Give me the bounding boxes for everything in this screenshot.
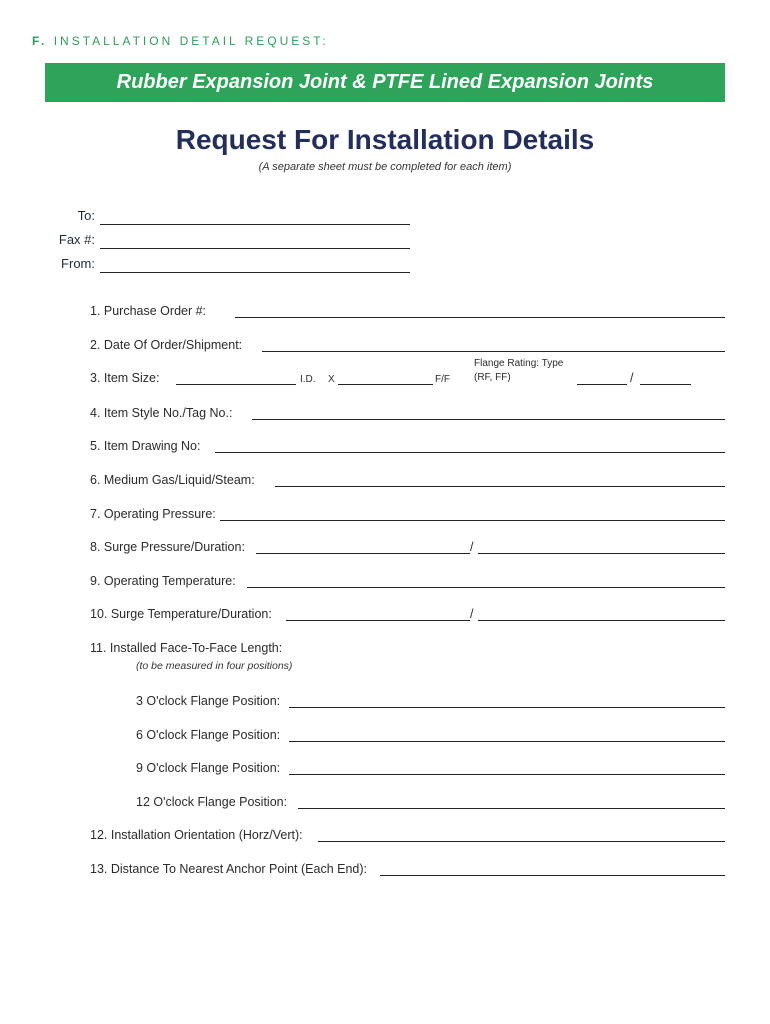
surge-duration-field[interactable] (478, 552, 725, 554)
purchase-order-field[interactable] (235, 316, 725, 318)
orientation-field[interactable] (318, 840, 725, 842)
to-row (0, 208, 770, 228)
operating-temperature-row (90, 570, 725, 592)
item-drawing-field[interactable] (215, 451, 725, 453)
section-title: INSTALLATION DETAIL REQUEST: (53, 34, 329, 48)
surge-temperature-slash: / (470, 607, 474, 621)
operating-pressure-label: 7. Operating Pressure: (90, 507, 216, 521)
item-size-label: 3. Item Size: (90, 371, 160, 385)
operating-temperature-field[interactable] (247, 586, 725, 588)
section-label (32, 34, 329, 48)
from-field[interactable] (100, 256, 410, 273)
purchase-order-label: 1. Purchase Order #: (90, 304, 207, 318)
pos-12-row (136, 791, 725, 813)
item-size-ff-field[interactable] (338, 383, 433, 385)
id-label: I.D. (300, 374, 316, 385)
flange-rating-label: Flange Rating: Type (474, 358, 564, 369)
surge-pressure-field[interactable] (256, 552, 470, 554)
operating-pressure-field[interactable] (220, 519, 725, 521)
medium-field[interactable] (275, 485, 725, 487)
orientation-label: 12. Installation Orientation (Horz/Vert): (90, 828, 303, 842)
medium-row (90, 469, 725, 491)
item-size-row (90, 358, 725, 389)
pos-9-row (136, 757, 725, 779)
fax-label: Fax #: (58, 232, 95, 247)
item-style-row (90, 402, 725, 424)
pos-3-row (136, 690, 725, 712)
pos-12-field[interactable] (298, 807, 725, 809)
to-label: To: (77, 208, 95, 223)
order-date-row (90, 334, 725, 356)
item-drawing-label: 5. Item Drawing No: (90, 439, 201, 453)
operating-temperature-label: 9. Operating Temperature: (90, 574, 236, 588)
purchase-order-row (90, 300, 725, 322)
anchor-distance-field[interactable] (380, 874, 725, 876)
item-size-id-field[interactable] (176, 383, 296, 385)
item-drawing-row (90, 435, 725, 457)
pos-6-field[interactable] (289, 740, 725, 742)
face-to-face-label: 11. Installed Face-To-Face Length: (90, 641, 283, 655)
item-style-label: 4. Item Style No./Tag No.: (90, 406, 233, 420)
pos-9-label: 9 O'clock Flange Position: (136, 761, 281, 775)
operating-pressure-row (90, 503, 725, 525)
anchor-distance-row (90, 858, 725, 880)
surge-temperature-duration-field[interactable] (478, 619, 725, 621)
surge-temperature-row (90, 603, 725, 625)
surge-temperature-field[interactable] (286, 619, 470, 621)
surge-pressure-slash: / (470, 540, 474, 554)
page-title: Request For Installation Details (175, 124, 595, 155)
from-label: From: (61, 256, 95, 271)
pos-9-field[interactable] (289, 773, 725, 775)
flange-type-label: (RF, FF) (474, 372, 511, 383)
face-to-face-note: (to be measured in four positions) (136, 660, 293, 672)
x-label: X (328, 374, 335, 385)
surge-pressure-row (90, 536, 725, 558)
order-date-label: 2. Date Of Order/Shipment: (90, 338, 243, 352)
surge-temperature-label: 10. Surge Temperature/Duration: (90, 607, 272, 621)
flange-slash: / (630, 371, 634, 385)
medium-label: 6. Medium Gas/Liquid/Steam: (90, 473, 255, 487)
fax-row (0, 232, 770, 252)
product-banner: Rubber Expansion Joint & PTFE Lined Expansion Joints (45, 63, 725, 102)
flange-rating-field[interactable] (577, 383, 627, 385)
section-letter: F. (32, 34, 48, 48)
orientation-row (90, 824, 725, 846)
pos-12-label: 12 O'clock Flange Position: (136, 795, 288, 809)
pos-6-label: 6 O'clock Flange Position: (136, 728, 281, 742)
pos-3-field[interactable] (289, 706, 725, 708)
pos-6-row (136, 724, 725, 746)
flange-type-field[interactable] (640, 383, 691, 385)
face-to-face-row (90, 637, 725, 659)
order-date-field[interactable] (262, 350, 725, 352)
page-subtitle: (A separate sheet must be completed for each item) (258, 161, 512, 173)
anchor-distance-label: 13. Distance To Nearest Anchor Point (Each End): (90, 862, 368, 876)
item-style-field[interactable] (252, 418, 725, 420)
pos-3-label: 3 O'clock Flange Position: (136, 694, 281, 708)
surge-pressure-label: 8. Surge Pressure/Duration: (90, 540, 245, 554)
to-field[interactable] (100, 208, 410, 225)
fax-field[interactable] (100, 232, 410, 249)
from-row (0, 256, 770, 276)
ff-label: F/F (435, 374, 450, 385)
